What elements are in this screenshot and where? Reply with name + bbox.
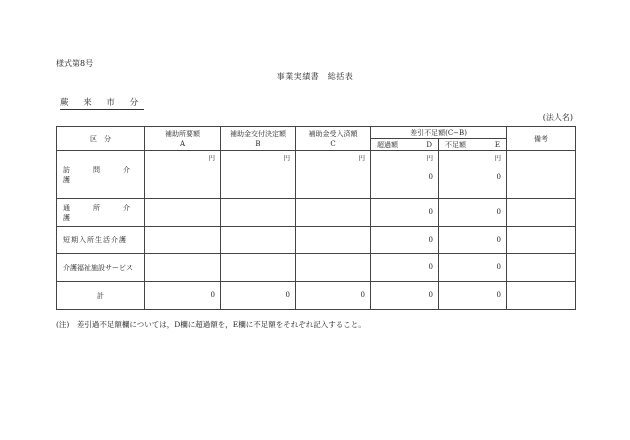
cell-c [296, 254, 371, 282]
document-title: 事業実績書 総括表 [276, 72, 354, 81]
total-d: 0 [371, 282, 439, 310]
total-a: 0 [145, 282, 221, 310]
cell-remarks [507, 151, 576, 199]
cell-b [221, 254, 296, 282]
row-label: 通 所 介 護 [57, 199, 145, 227]
total-b: 0 [221, 282, 296, 310]
header-shortage-letter: E [494, 140, 501, 149]
row-label: 訪 問 介 護 [57, 151, 145, 199]
header-excess-letter: D [426, 140, 432, 149]
cell-e: 円 0 [439, 151, 507, 199]
yen-unit: 円 [283, 154, 290, 162]
row-label: 短期入所生活介護 [57, 227, 145, 254]
corporation-name-label: (法人名) [542, 113, 573, 122]
header-excess-label: 超過額 [377, 140, 398, 149]
cell-c [296, 227, 371, 254]
cell-a [145, 199, 221, 227]
header-required-amount-letter: A [179, 139, 186, 148]
cell-e: 0 [439, 199, 507, 227]
cell-b [221, 227, 296, 254]
cell-remarks [507, 199, 576, 227]
header-decided-amount [221, 127, 296, 151]
header-shortage-label: 不足額 [445, 140, 466, 149]
header-required-amount-label: 補助所要額 [165, 129, 200, 138]
total-e: 0 [439, 282, 507, 310]
header-decided-amount-letter: B [255, 139, 261, 148]
cell-d: 0 [371, 227, 439, 254]
header-difference: 差引不足額(C−B) [371, 127, 507, 139]
header-received-amount [296, 127, 371, 151]
total-row [57, 282, 576, 310]
cell-d: 円 0 [371, 151, 439, 199]
header-received-amount-letter: C [330, 139, 336, 148]
cell-a [145, 254, 221, 282]
cell-remarks [507, 254, 576, 282]
city-label: 蕨 来 市 分 [60, 98, 145, 108]
yen-unit: 円 [208, 154, 215, 162]
footnote: (注) 差引過不足額欄については，D欄に超過額を，E欄に不足額をそれぞれ記入すること。 [56, 320, 366, 329]
table-row [57, 254, 576, 282]
header-decided-amount-label: 補助金交付決定額 [230, 129, 286, 138]
cell-b [221, 151, 296, 199]
header-remarks: 備考 [507, 127, 576, 151]
cell-a [145, 227, 221, 254]
total-c: 0 [296, 282, 371, 310]
total-remarks [507, 282, 576, 310]
cell-d: 0 [371, 254, 439, 282]
cell-b [221, 199, 296, 227]
cell-c [296, 151, 371, 199]
cell-e: 0 [439, 254, 507, 282]
cell-e: 0 [439, 227, 507, 254]
form-number: 様式第8号 [56, 59, 94, 68]
cell-c [296, 199, 371, 227]
cell-remarks [507, 227, 576, 254]
table-row [57, 151, 576, 199]
summary-table [56, 126, 576, 310]
header-required-amount [145, 127, 221, 151]
header-excess [371, 139, 439, 151]
table-row [57, 199, 576, 227]
table-row [57, 227, 576, 254]
yen-unit: 円 [358, 154, 365, 162]
total-label: 計 [57, 282, 145, 310]
header-received-amount-label: 補助金受入済額 [308, 129, 358, 138]
yen-unit: 円 [426, 154, 433, 162]
header-shortage [439, 139, 507, 151]
cell-d: 0 [371, 199, 439, 227]
cell-a [145, 151, 221, 199]
yen-unit: 円 [494, 154, 502, 162]
header-kubun: 区 分 [57, 127, 145, 151]
row-label: 介護福祉施設サービス [57, 254, 145, 282]
